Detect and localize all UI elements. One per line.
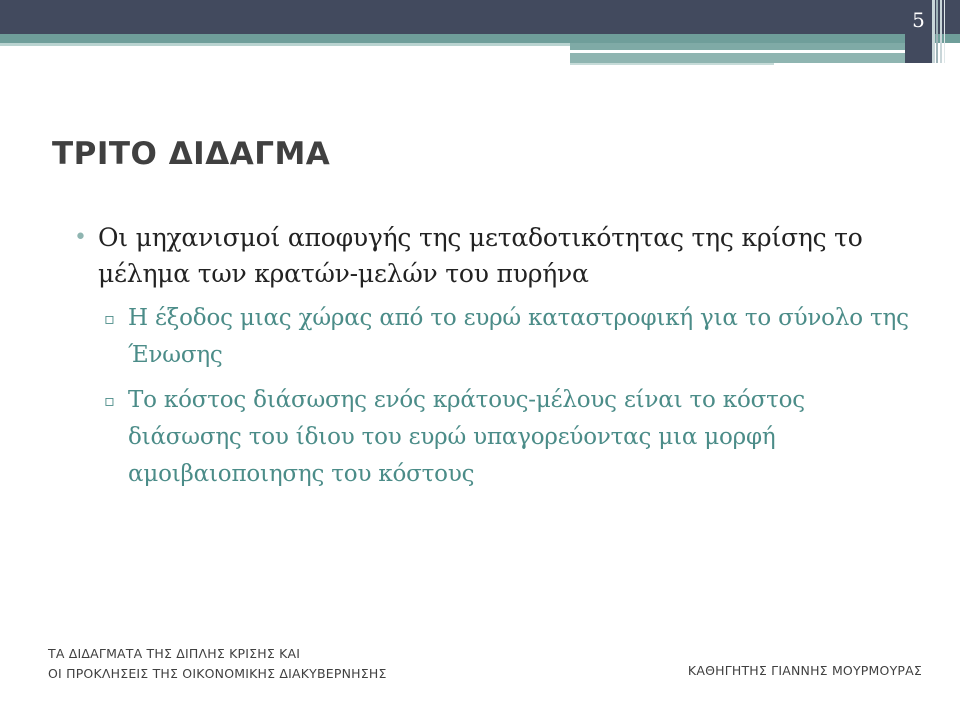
bullet-text: Οι μηχανισμοί αποφυγής της μεταδοτικότητας της κρίσης το μέλημα των κρατών-μελών του πυρήνα [98,223,863,288]
square-bullet-icon: ▫ [104,309,115,328]
decor-line [936,0,938,63]
slide-content [74,220,914,493]
header-band-lower [570,53,932,63]
decor-line [944,0,945,63]
sub-bullet-item [74,300,914,374]
header-band-thin [570,63,774,65]
footer-right: ΚΑΘΗΓΗΤΗΣ ΓΙΑΝΝΗΣ ΜΟΥΡΜΟΥΡΑΣ [687,663,922,678]
slide-title: ΤΡΙΤΟ ΔΙΔΑΓΜΑ [52,136,331,172]
header-band [570,43,932,50]
sub-bullet-text: Το κόστος διάσωσης ενός κράτους-μέλους είναι το κόστος διάσωσης του ίδιου του ευρώ υπαγορεύοντας μια μορφή αμοιβαιοποιησης του κόστους [128,387,805,487]
decor-line [940,0,942,63]
footer-left [48,644,387,684]
decor-line [932,0,935,63]
footer-left-line: ΤΑ ΔΙΔΑΓΜΑΤΑ ΤΗΣ ΔΙΠΛΗΣ ΚΡΙΣΗΣ ΚΑΙ [48,646,301,661]
slide-number: 5 [912,8,925,32]
footer-left-line: ΟΙ ΠΡΟΚΛΗΣΕΙΣ ΤΗΣ ΟΙΚΟΝΟΜΙΚΗΣ ΔΙΑΚΥΒΕΡΝΗΣΗΣ [48,666,387,681]
header-bar [0,0,960,34]
header-stripe-light [0,43,570,46]
sub-bullet-item [74,382,914,493]
bullet-dot-icon: • [74,225,87,250]
square-bullet-icon: ▫ [104,391,115,410]
header-stripe [0,34,960,43]
bullet-item [74,220,914,292]
sub-bullet-text: Η έξοδος μιας χώρας από το ευρώ καταστροφική για το σύνολο της Ένωσης [128,305,909,368]
